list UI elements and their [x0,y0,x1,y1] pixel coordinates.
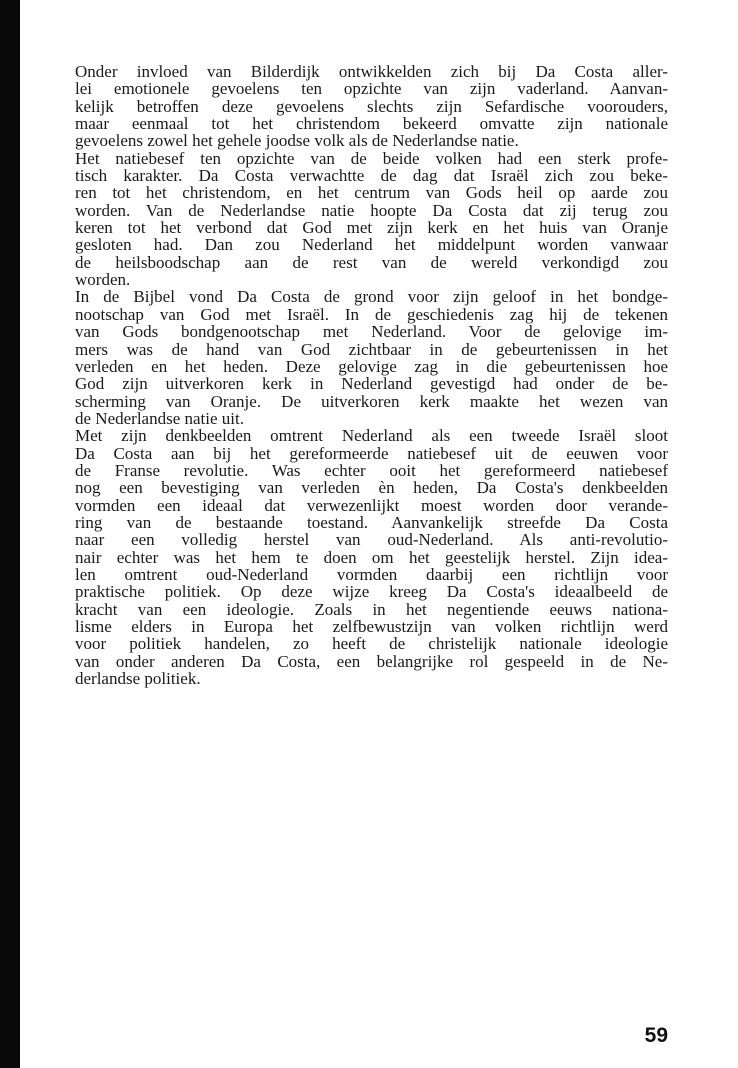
text-line: mers was de hand van God zichtbaar in de gebeurtenissen in het [75,339,668,359]
text-line: nair echter was het hem te doen om het geestelijk herstel. Zijn idea- [75,547,668,567]
text-line: de Franse revolutie. Was echter ooit het gereformeerd natiebesef [75,460,668,480]
text-line: nog een bevestiging van verleden èn heden, Da Costa's denkbeelden [75,478,668,498]
text-line: van Gods bondgenootschap met Nederland. Voor de gelovige im- [75,322,668,342]
page-binding-edge [0,0,20,1068]
text-line: Onder invloed van Bilderdijk ontwikkelden zich bij Da Costa aller- [75,62,668,81]
text-line: praktische politiek. Op deze wijze kreeg Da Costa's ideaalbeeld de [75,582,668,602]
text-line: de heilsboodschap aan de rest van de wereld verkondigd zou [75,252,668,272]
text-line: tisch karakter. Da Costa verwachtte de dag dat Israël zich zou beke- [75,166,668,186]
text-line: worden. Van de Nederlandse natie hoopte Da Costa dat zij terug zou [75,200,668,220]
text-line: lisme elders in Europa het zelfbewustzijn van volken richtlijn werd [75,617,668,636]
text-line: ring van de bestaande toestand. Aanvankelijk streefde Da Costa [75,512,668,532]
text-line: Het natiebesef ten opzichte van de beide volken had een sterk profe- [75,148,668,168]
text-line: verleden en het heden. Deze gelovige zag in die gebeurtenissen hoe [75,356,668,376]
text-line: keren tot het verbond dat God met zijn kerk en het huis van Oranje [75,218,668,238]
text-line: God zijn uitverkoren kerk in Nederland gevestigd had onder de be- [75,374,668,394]
text-line: naar een volledig herstel van oud-Nederland. Als anti-revolutio- [75,530,668,550]
text-line: kelijk betroffen deze gevoelens slechts zijn Sefardische voorouders, [75,96,668,116]
text-line: vormden een ideaal dat verwezenlijkt moest worden door verande- [75,495,668,515]
text-line: In de Bijbel vond Da Costa de grond voor zijn geloof in het bondge- [75,287,668,307]
text-line: ren tot het christendom, en het centrum van Gods heil op aarde zou [75,183,668,203]
text-line: gesloten had. Dan zou Nederland het middelpunt worden vanwaar [75,235,668,255]
body-text [75,63,668,687]
text-line: worden. [75,270,131,290]
text-line: len omtrent oud-Nederland vormden daarbij een richtlijn voor [75,564,668,584]
text-line: Met zijn denkbeelden omtrent Nederland als een tweede Israël sloot [75,426,668,446]
text-line: nootschap van God met Israël. In de geschiedenis zag hij de tekenen [75,304,668,324]
page-number: 59 [644,1024,668,1047]
text-line: scherming van Oranje. De uitverkoren kerk maakte het wezen van [75,391,668,411]
text-line: van onder anderen Da Costa, een belangrijke rol gespeeld in de Ne- [75,651,668,671]
text-line: Da Costa aan bij het gereformeerde natiebesef uit de eeuwen voor [75,443,668,463]
text-line: de Nederlandse natie uit. [75,408,244,428]
text-line: voor politiek handelen, zo heeft de christelijk nationale ideologie [75,634,668,654]
text-line: kracht van een ideologie. Zoals in het negentiende eeuws nationa- [75,599,668,619]
text-line: derlandse politiek. [75,669,201,689]
text-line: maar eenmaal tot het christendom bekeerd omvatte zijn nationale [75,114,668,134]
text-line: gevoelens zowel het gehele joodse volk als de Nederlandse natie. [75,131,519,151]
text-line: lei emotionele gevoelens ten opzichte van zijn vaderland. Aanvan- [75,79,668,99]
